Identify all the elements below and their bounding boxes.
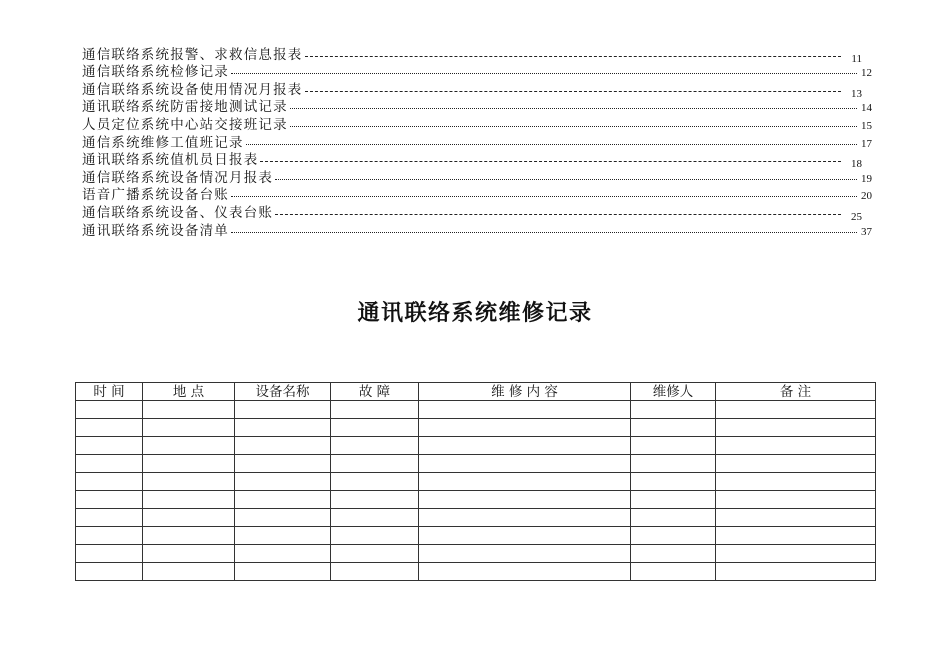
- table-row: [76, 545, 876, 563]
- table-cell[interactable]: [235, 401, 331, 419]
- table-cell[interactable]: [331, 545, 419, 563]
- table-cell[interactable]: [235, 419, 331, 437]
- table-cell[interactable]: [235, 527, 331, 545]
- table-row: [76, 473, 876, 491]
- table-cell[interactable]: [235, 491, 331, 509]
- table-cell[interactable]: [631, 509, 716, 527]
- table-cell[interactable]: [143, 545, 235, 563]
- table-cell[interactable]: [143, 437, 235, 455]
- table-cell[interactable]: [631, 455, 716, 473]
- table-cell[interactable]: [419, 401, 631, 419]
- table-cell[interactable]: [331, 491, 419, 509]
- toc-leader: [275, 179, 857, 180]
- table-cell[interactable]: [419, 455, 631, 473]
- toc-entry-title: 通信系统维修工值班记录: [82, 134, 244, 151]
- table-cell[interactable]: [716, 527, 876, 545]
- table-cell[interactable]: [716, 401, 876, 419]
- toc-entry-page: 15: [861, 119, 872, 132]
- toc-leader: [231, 232, 857, 233]
- table-cell[interactable]: [331, 401, 419, 419]
- table-row: [76, 455, 876, 473]
- toc-leader: [246, 144, 857, 145]
- toc-entry-page: 20: [861, 190, 872, 203]
- table-cell[interactable]: [716, 437, 876, 455]
- table-row: [76, 419, 876, 437]
- toc-entry[interactable]: [82, 115, 872, 133]
- table-cell[interactable]: [631, 563, 716, 581]
- table-cell[interactable]: [331, 509, 419, 527]
- table-cell[interactable]: [631, 545, 716, 563]
- table-cell[interactable]: [143, 473, 235, 491]
- toc-leader: [290, 108, 857, 109]
- toc-entry-title: 通讯联络系统防雷接地测试记录: [82, 99, 288, 116]
- table-cell[interactable]: [235, 455, 331, 473]
- table-cell[interactable]: [76, 437, 143, 455]
- table-cell[interactable]: [143, 491, 235, 509]
- document-title: 通讯联络系统维修记录: [357, 301, 593, 326]
- table-cell[interactable]: [631, 419, 716, 437]
- table-row: [76, 437, 876, 455]
- toc-entry-page: 12: [861, 67, 872, 80]
- table-cell[interactable]: [631, 401, 716, 419]
- toc-entry-page: 37: [861, 225, 872, 238]
- table-cell[interactable]: [76, 473, 143, 491]
- toc-leader: [305, 56, 842, 57]
- toc-entry-page: 18: [851, 158, 862, 171]
- table-cell[interactable]: [235, 437, 331, 455]
- table-header-row: [76, 383, 876, 401]
- table-cell[interactable]: [716, 509, 876, 527]
- table-cell[interactable]: [76, 455, 143, 473]
- table-of-contents: [82, 45, 872, 239]
- toc-leader: [290, 126, 857, 127]
- table-row: [76, 527, 876, 545]
- toc-entry-page: 13: [851, 87, 862, 100]
- column-header: 故 障: [331, 383, 419, 401]
- toc-entry-title: 通信联络系统检修记录: [82, 64, 229, 81]
- toc-entry[interactable]: [82, 168, 872, 186]
- table-cell[interactable]: [331, 419, 419, 437]
- column-header: 设备名称: [235, 383, 331, 401]
- table-cell[interactable]: [76, 509, 143, 527]
- toc-entry[interactable]: [82, 45, 872, 63]
- column-header: 维修人: [631, 383, 716, 401]
- column-header: 备 注: [716, 383, 876, 401]
- toc-entry-page: 14: [861, 102, 872, 115]
- table-cell[interactable]: [143, 455, 235, 473]
- table-cell[interactable]: [143, 419, 235, 437]
- table-cell[interactable]: [331, 527, 419, 545]
- table-cell[interactable]: [716, 455, 876, 473]
- table-cell[interactable]: [631, 527, 716, 545]
- toc-entry-title: 通信联络系统报警、求救信息报表: [82, 46, 303, 63]
- table-cell[interactable]: [143, 563, 235, 581]
- table-cell[interactable]: [76, 401, 143, 419]
- table-cell[interactable]: [76, 527, 143, 545]
- toc-entry[interactable]: [82, 63, 872, 81]
- table-cell[interactable]: [143, 401, 235, 419]
- toc-entry-title: 通信联络系统设备、仪表台账: [82, 204, 274, 221]
- table-cell[interactable]: [716, 563, 876, 581]
- toc-entry-title: 通信联络系统设备情况月报表: [82, 169, 274, 186]
- table-cell[interactable]: [143, 527, 235, 545]
- toc-leader: [275, 214, 841, 215]
- toc-entry[interactable]: [82, 133, 872, 151]
- toc-leader: [305, 91, 842, 92]
- toc-leader: [231, 196, 857, 197]
- table-row: [76, 509, 876, 527]
- table-cell[interactable]: [419, 473, 631, 491]
- column-header: 维 修 内 容: [419, 383, 631, 401]
- toc-leader: [231, 73, 857, 74]
- toc-entry-title: 语音广播系统设备台账: [82, 187, 229, 204]
- toc-entry-page: 19: [861, 172, 872, 185]
- table-cell[interactable]: [235, 545, 331, 563]
- toc-entry-page: 11: [851, 52, 862, 65]
- table-row: [76, 563, 876, 581]
- toc-entry-title: 通讯联络系统设备清单: [82, 222, 229, 239]
- toc-entry-page: 25: [851, 210, 862, 223]
- table-cell[interactable]: [419, 419, 631, 437]
- table-cell[interactable]: [419, 563, 631, 581]
- toc-entry[interactable]: [82, 221, 872, 239]
- table-cell[interactable]: [419, 545, 631, 563]
- table-cell[interactable]: [235, 473, 331, 491]
- table-cell[interactable]: [235, 509, 331, 527]
- table-cell[interactable]: [76, 419, 143, 437]
- table-row: [76, 491, 876, 509]
- column-header: 地 点: [143, 383, 235, 401]
- table-cell[interactable]: [419, 437, 631, 455]
- toc-entry-title: 人员定位系统中心站交接班记录: [82, 116, 288, 133]
- toc-entry[interactable]: [82, 80, 872, 98]
- table-cell[interactable]: [76, 563, 143, 581]
- table-cell[interactable]: [716, 419, 876, 437]
- table-cell[interactable]: [76, 491, 143, 509]
- table-cell[interactable]: [419, 527, 631, 545]
- table-cell[interactable]: [631, 437, 716, 455]
- table-cell[interactable]: [331, 473, 419, 491]
- toc-entry[interactable]: [82, 98, 872, 116]
- maintenance-record-table: [75, 382, 876, 581]
- table-cell[interactable]: [76, 545, 143, 563]
- toc-entry-title: 通信联络系统设备使用情况月报表: [82, 81, 303, 98]
- table-cell[interactable]: [716, 491, 876, 509]
- table-row: [76, 401, 876, 419]
- table-cell[interactable]: [419, 509, 631, 527]
- column-header: 时 间: [76, 383, 143, 401]
- table-cell[interactable]: [331, 437, 419, 455]
- table-body: [76, 401, 876, 581]
- table-cell[interactable]: [143, 509, 235, 527]
- table-cell[interactable]: [331, 455, 419, 473]
- toc-entry[interactable]: [82, 186, 872, 204]
- table-cell[interactable]: [235, 563, 331, 581]
- toc-entry-title: 通讯联络系统值机员日报表: [82, 152, 259, 169]
- table-cell[interactable]: [631, 473, 716, 491]
- toc-entry-page: 17: [861, 137, 872, 150]
- table-cell[interactable]: [716, 473, 876, 491]
- table-cell[interactable]: [631, 491, 716, 509]
- table-cell[interactable]: [419, 491, 631, 509]
- toc-entry[interactable]: [82, 151, 872, 169]
- toc-leader: [260, 161, 841, 162]
- table-cell[interactable]: [716, 545, 876, 563]
- table-cell[interactable]: [331, 563, 419, 581]
- toc-entry[interactable]: [82, 203, 872, 221]
